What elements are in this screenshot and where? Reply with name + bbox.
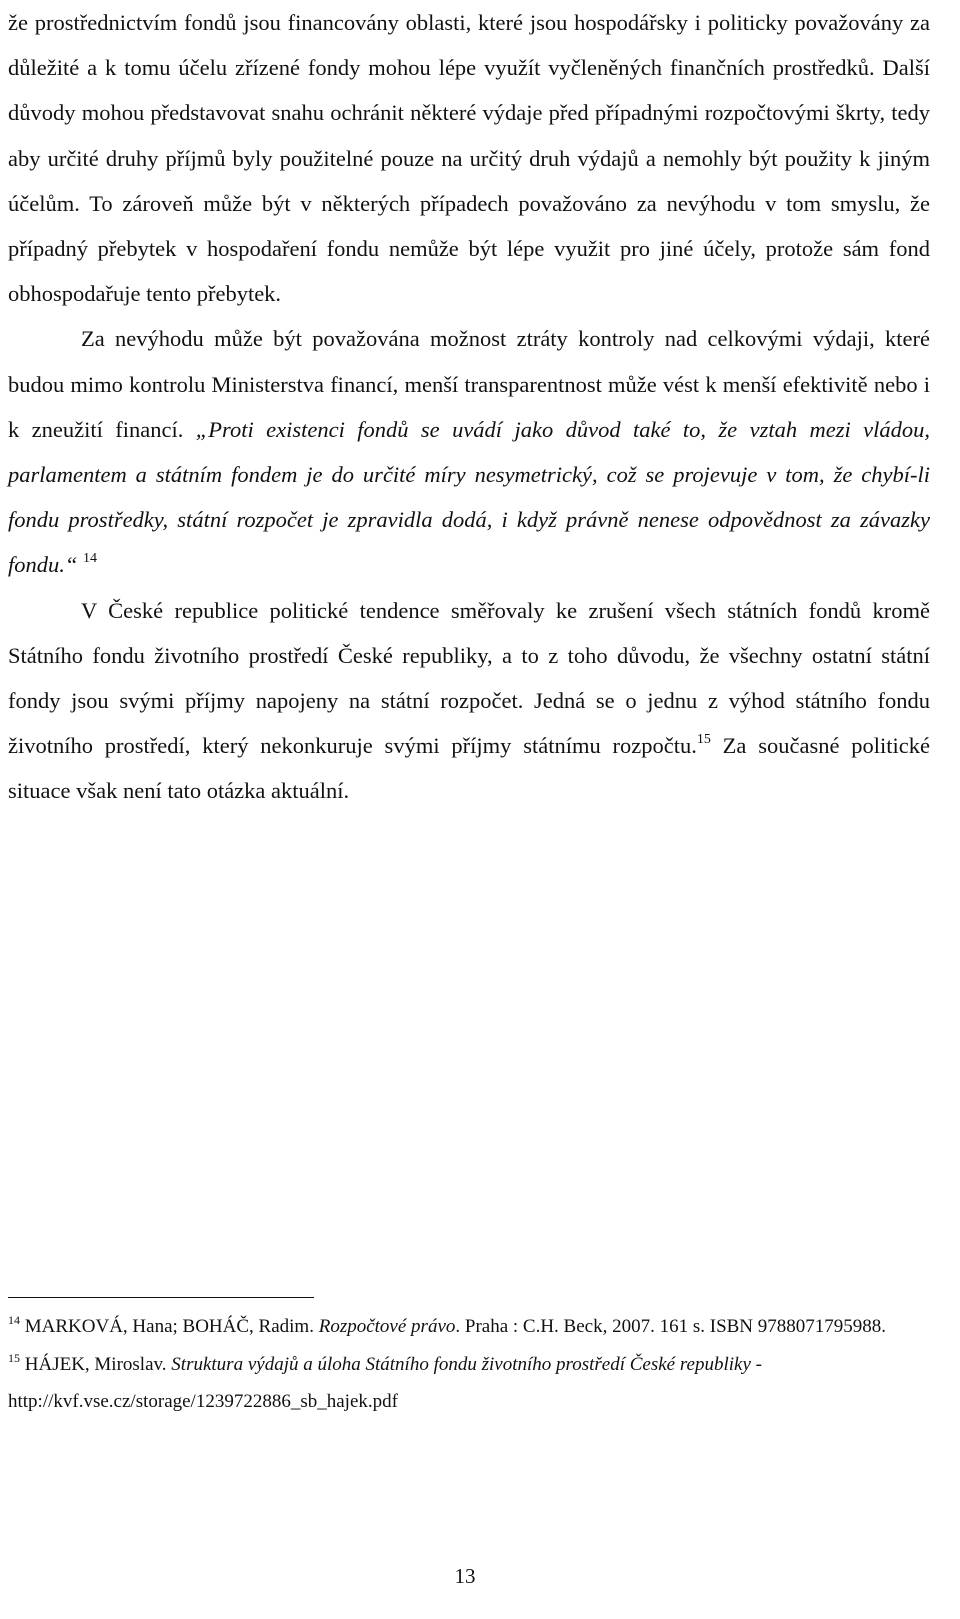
footnote-title: Struktura výdajů a úloha Státního fondu životního prostředí České republiky bbox=[171, 1353, 751, 1375]
footnote-title: Rozpočtové právo bbox=[318, 1316, 456, 1337]
paragraph-1-text: že prostřednictvím fondů jsou financovány oblasti, které jsou hospodářsky i politicky považovány za důležité a k tomu účelu zřízené fondy mohou lépe využít vyčleněných finančních prostředků. Další důvody mohou představovat snahu ochránit některé výdaje před případnými rozpočtovými škrty, tedy aby určité druhy příjmů byly použitelné pouze na určitý druh výdajů a nemohly být použity k jiným účelům. To zároveň může být v některých případech považováno za nevýhodu v tom smyslu, že případný přebytek v hospodaření fondu nemůže být lépe využit pro jiné účely, protože sám fond obhospodařuje tento přebytek. bbox=[8, 10, 930, 307]
footnote-15 bbox=[8, 1346, 930, 1421]
paragraph-2-text: Za nevýhodu může být považována možnost ztráty kontroly nad celkovými výdaji, které budou mimo kontrolu Ministerstva financí, menší transparentnost může vést k menší efektivitě nebo i k zneužití financí. bbox=[8, 326, 930, 442]
page-number: 13 bbox=[454, 1564, 476, 1588]
footnote-14 bbox=[8, 1308, 930, 1346]
footnotes bbox=[8, 1308, 930, 1421]
paragraph-1 bbox=[8, 0, 930, 316]
footnote-authors: MARKOVÁ, Hana; BOHÁČ, Radim. bbox=[24, 1316, 319, 1337]
footnote-separator bbox=[8, 1297, 314, 1298]
body-text bbox=[8, 0, 930, 814]
footnote-reference-14[interactable]: 14 bbox=[83, 551, 98, 567]
footnote-reference-15[interactable]: 15 bbox=[696, 732, 711, 748]
footnote-number: 14 bbox=[8, 1313, 20, 1327]
footnote-details: . Praha : C.H. Beck, 2007. 161 s. ISBN 9788071795988. bbox=[455, 1316, 887, 1337]
quotation: „Proti existenci fondů se uvádí jako důvod také to, že vztah mezi vládou, parlamentem a státním fondem je do určité míry nesymetrický, což se projevuje v tom, že chybí-li fondu prostředky, státní rozpočet je zpravidla dodá, i když právně nenese odpovědnost za závazky fondu.“ bbox=[8, 416, 930, 578]
footnote-number: 15 bbox=[8, 1350, 20, 1365]
paragraph-3 bbox=[8, 588, 930, 814]
paragraph-3-text-end: Za současné politické situace však není tato otázka aktuální. bbox=[8, 733, 930, 804]
footnote-details[interactable]: - http://kvf.vse.cz/storage/1239722886_sb_hajek.pdf bbox=[8, 1353, 762, 1412]
footnote-authors: HÁJEK, Miroslav. bbox=[24, 1353, 172, 1375]
paragraph-2 bbox=[8, 316, 930, 587]
paragraph-3-text: V České republice politické tendence směřovaly ke zrušení všech státních fondů kromě Státního fondu životního prostředí České republiky, a to z toho důvodu, že všechny ostatní státní fondy jsou svými příjmy napojeny na státní rozpočet. Jedná se o jednu z výhod státního fondu životního prostředí, který nekonkuruje svými příjmy státnímu rozpočtu. bbox=[8, 597, 930, 759]
